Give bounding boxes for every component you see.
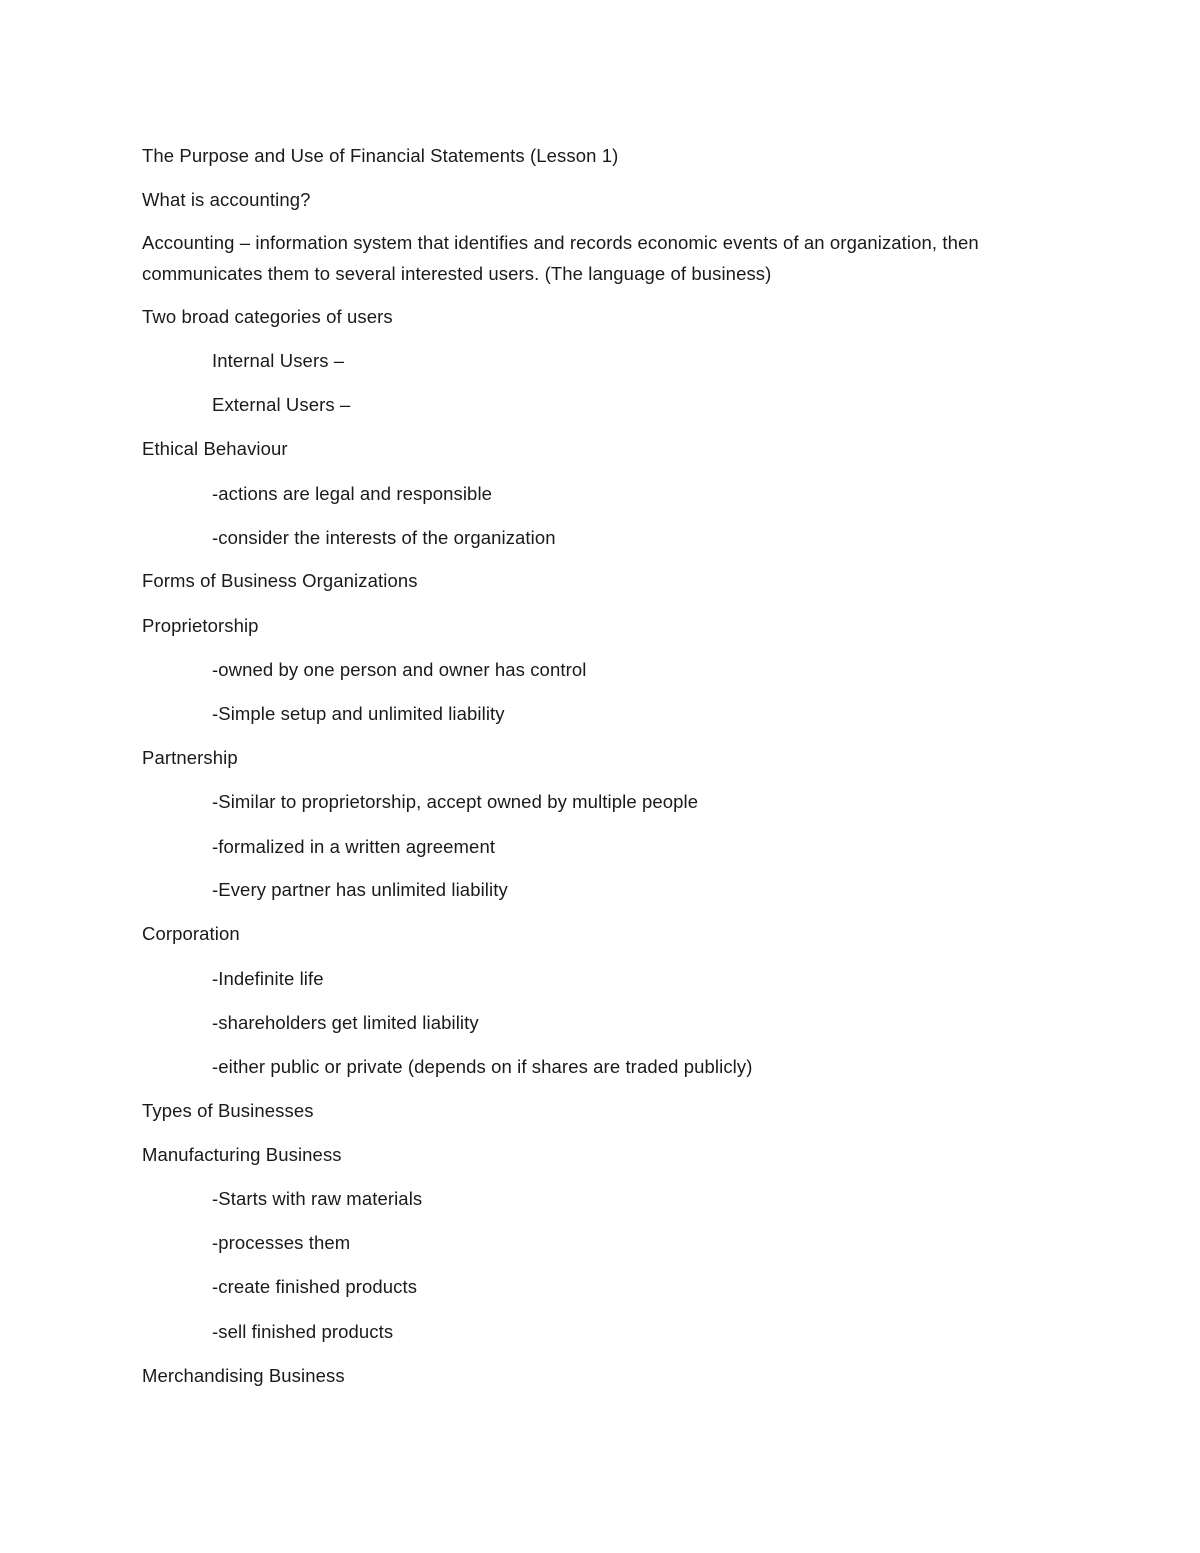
list-item: -consider the interests of the organization [212, 527, 556, 548]
list-item: -Similar to proprietorship, accept owned by multiple people [212, 791, 699, 812]
list-item: -processes them [212, 1232, 351, 1253]
subheading-proprietorship: Proprietorship [142, 615, 259, 636]
section-heading-forms: Forms of Business Organizations [142, 570, 418, 591]
section-heading-ethics: Ethical Behaviour [142, 438, 288, 459]
list-item: -formalized in a written agreement [212, 836, 496, 857]
list-item: -owned by one person and owner has control [212, 659, 587, 680]
subheading-corporation: Corporation [142, 923, 240, 944]
list-item: -actions are legal and responsible [212, 483, 493, 504]
section-heading-types: Types of Businesses [142, 1100, 314, 1121]
list-item: Internal Users – [212, 350, 345, 371]
list-item: External Users – [212, 394, 351, 415]
document-title: The Purpose and Use of Financial Statements (Lesson 1) [142, 145, 619, 166]
list-item: -shareholders get limited liability [212, 1012, 479, 1033]
list-item: -sell finished products [212, 1321, 394, 1342]
definition-line-1: Accounting – information system that identifies and records economic events of an organization, then [142, 232, 979, 253]
definition-line-2: communicates them to several interested users. (The language of business) [142, 263, 772, 284]
list-item: -either public or private (depends on if shares are traded publicly) [212, 1056, 753, 1077]
question-heading: What is accounting? [142, 189, 311, 210]
subheading-merchandising: Merchandising Business [142, 1365, 345, 1386]
list-item: -create finished products [212, 1276, 418, 1297]
subheading-partnership: Partnership [142, 747, 238, 768]
list-item: -Simple setup and unlimited liability [212, 703, 505, 724]
section-heading-users: Two broad categories of users [142, 306, 393, 327]
list-item: -Indefinite life [212, 968, 324, 989]
subheading-manufacturing: Manufacturing Business [142, 1144, 342, 1165]
list-item: -Every partner has unlimited liability [212, 879, 508, 900]
list-item: -Starts with raw materials [212, 1188, 423, 1209]
